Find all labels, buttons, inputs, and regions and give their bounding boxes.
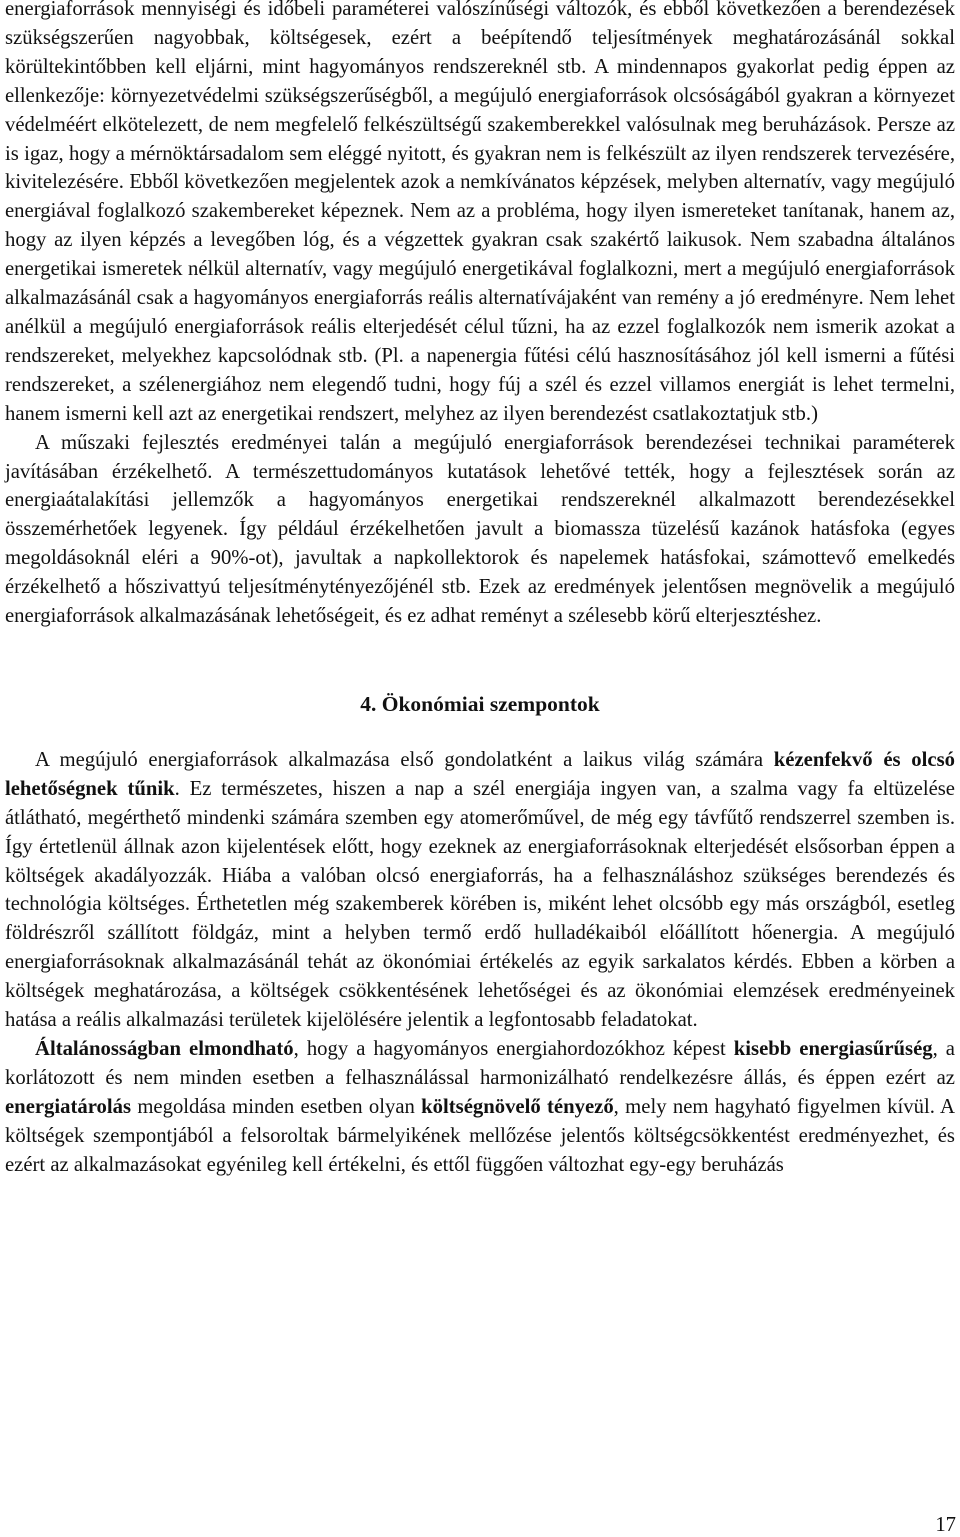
paragraph-technical-development: A műszaki fejlesztés eredményei talán a megújuló energiaforrások berendezései technikai paraméterek javításában érzékelhető. A természettudományos kutatások lehetővé tették, hogy a fejlesztések során az energiaátalakítási jellemzők a hagyományos energetikai rendszereknél alkalmazott berendezésekkel összemérhetőek legyenek. Így például érzékelhetően javult a biomassza tüzelésű kazánok hatásfoka (egyes megoldásoknál eléri a 90%-ot), javultak a napkollektorok és napelemek hatásfokai, számottevő emelkedés érzékelhető a hőszivattyú teljesítménytényezőjénél stb. Ezek az eredmények jelentősen megnövelik a megújuló energiaforrások alkalmazásának lehetőségeit, és ez adhat reményt a szélesebb körű elterjesztéshez. — [5, 431, 955, 628]
text-run: megoldása minden esetben olyan — [131, 1095, 422, 1118]
paragraph-energy-sources: energiaforrások mennyiségi és időbeli paraméterei valószínűségi változók, és ebből következően a berendezések szükségszerűen nagyobbak, költségesek, ezért a beépítendő teljesítmények meghatározásánál sokkal körültekintőbben kell eljárni, mint hagyományos rendszereknél stb. A mindennapos gyakorlat pedig éppen az ellenkezője: környezetvédelmi szükségszerűségből, a megújuló energiaforrások olcsóságából gyakran a környezet védelméért elkötelezett, de nem megfelelő felkészültségű szakemberekkel valósulnak meg beruházások. Persze az is igaz, hogy a mérnöktársadalom sem eléggé nyitott, és gyakran nem is felkészült az ilyen rendszerek tervezésére, kivitelezésére. Ebből következően megjelentek azok a nemkívánatos képzések, melyben alternatív, vagy megújuló energiával foglalkozó szakembereket képeznek. Nem az a probléma, hogy ilyen ismereteket tanítanak, hanem az, hogy az ilyen képzés a levegőben lóg, és a végzettek gyakran csak szakértő laikusok. Nem szabadna általános energetikai ismeretek nélkül alternatív, vagy megújuló energetikával foglalkozni, mert a megújuló energiaforrások alkalmazásánál csak a hagyományos energiaforrás reális alternatívájaként van remény a jó eredményre. Nem lehet anélkül a megújuló energiaforrások reális elterjedését célul tűzni, ha az ezzel foglalkozók nem ismerik azokat a rendszereket, melyekhez kapcsolódnak stb. (Pl. a napenergia fűtési célú hasznosításához jól kell ismerni a fűtési rendszereket, a szélenergiához nem elegendő tudni, hogy fúj a szél és ezzel villamos energiát is lehet termelni, hanem ismerni kell azt az energetikai rendszert, melyhez az ilyen berendezést csatlakoztatjuk stb.) — [5, 0, 955, 425]
text-run: A megújuló energiaforrások alkalmazása első gondolatként a laikus világ számára — [35, 748, 774, 771]
bold-phrase: kisebb energiasűrűség — [733, 1038, 933, 1060]
text-run: , mely nem hagyható figyelmen kívül. A költségek szempontjából a felsoroltak bármelyikének mellőzése jelentős költségcsökkentést eredményezhet, és ezért az alkalmazásokat egyénileg kell értékelni, és ettől függően változhat egy-egy beruházás — [5, 1095, 955, 1176]
text-run: , hogy a hagyományos energiahordozókhoz képest — [293, 1038, 734, 1060]
page-number: 17 — [935, 1514, 956, 1536]
bold-phrase: kézenfekvő és olcsó lehetőségnek tűnik — [5, 748, 955, 800]
bold-phrase: költségnövelő tényező — [421, 1095, 614, 1118]
bold-phrase: energiatárolás — [5, 1095, 132, 1118]
document-page — [5, 0, 955, 1180]
bold-phrase: Általánosságban elmondható — [35, 1038, 294, 1060]
text-run: . Ez természetes, hiszen a nap a szél energiája ingyen van, a szalma vagy fa eltüzelése átlátható, megérthető mindenki számára szemben egy atomerőművel, de még egy távfűtő rendszerrel szemben is. Így értetlenül állnak azon kijelentések előtt, hogy ezeknek az energiaforrásoknak elterjedését elsősorban éppen a költségek akadályozzák. Hiába a valóban olcsó energiaforrás, ha a felhasználáshoz szükséges berendezés és technológia költséges. Érthetetlen még szakemberek körében is, miként lehet olcsóbb egy más országból, esetleg földrészről szállított földgáz, mint a helyben termő erdő hulladékaiból előállított hőenergia. A megújuló energiaforrásoknak alkalmazásánál tehát az ökonómiai értékelés az egyik sarkalatos kérdés. Ebben a körben a költségek meghatározása, a költségek csökkentésének lehetőségei és az ökonómiai elemzések eredményeinek hatása a reális alkalmazási területek kijelölésére jelentik a legfontosabb feladatokat. — [5, 777, 955, 1032]
paragraph-general-summary — [5, 1035, 955, 1180]
paragraph-economics-intro — [5, 746, 955, 1035]
text-run: , a korlátozott és nem minden esetben a felhasználással harmonizálható rendelkezésre állás, és éppen ezért az — [5, 1038, 955, 1089]
section-heading: 4. Ökonómiai szempontok — [360, 691, 600, 716]
